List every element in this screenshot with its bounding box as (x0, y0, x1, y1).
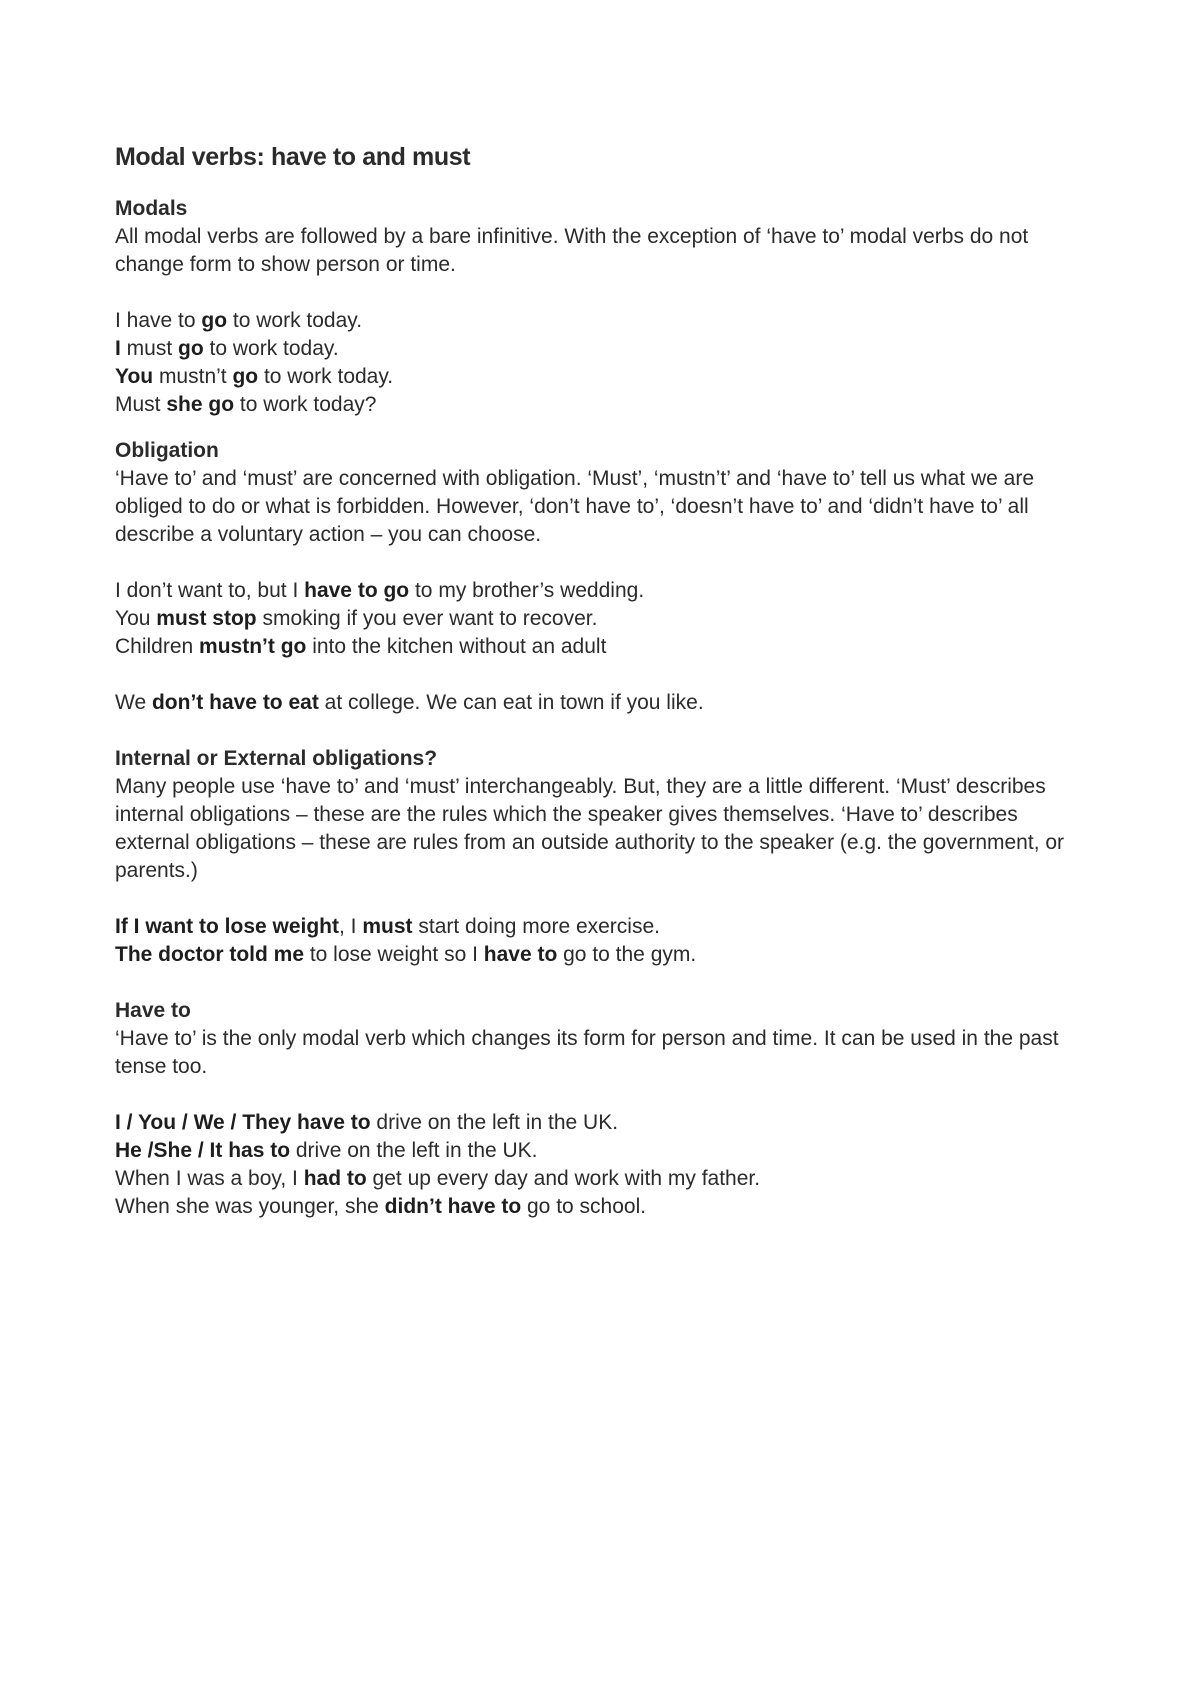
example-line: I have to go to work today. (115, 309, 363, 332)
example-line: You must stop smoking if you ever want to recover. (115, 607, 598, 630)
example-line: If I want to lose weight, I must start doing more exercise. (115, 915, 660, 938)
section-heading-obligation: Obligation (115, 439, 219, 462)
example-line: I don’t want to, but I have to go to my brother’s wedding. (115, 579, 645, 602)
section-body-obligation: ‘Have to’ and ‘must’ are concerned with obligation. ‘Must’, ‘mustn’t’ and ‘have to’ tell us what we are obliged to do or what is forbidden. However, ‘don’t have to’, ‘doesn’t have to’ and ‘didn’t have to’ all describe a voluntary action – you can choose. (115, 467, 1035, 546)
example-line: When I was a boy, I had to get up every day and work with my father. (115, 1167, 761, 1190)
example-line: When she was younger, she didn’t have to go to school. (115, 1195, 647, 1218)
document-title: Modal verbs: have to and must (115, 143, 471, 171)
example-line: You mustn’t go to work today. (115, 365, 394, 388)
example-line: Must she go to work today? (115, 393, 377, 416)
example-line: I / You / We / They have to drive on the left in the UK. (115, 1111, 619, 1134)
example-line: We don’t have to eat at college. We can eat in town if you like. (115, 691, 704, 714)
example-line: Children mustn’t go into the kitchen without an adult (115, 635, 607, 658)
section-heading-internal-external: Internal or External obligations? (115, 747, 438, 770)
section-heading-modals: Modals (115, 197, 188, 220)
example-line: He /She / It has to drive on the left in the UK. (115, 1139, 538, 1162)
section-body-modals: All modal verbs are followed by a bare infinitive. With the exception of ‘have to’ modal verbs do not change form to show person or time. (115, 225, 1029, 276)
section-body-internal-external: Many people use ‘have to’ and ‘must’ interchangeably. But, they are a little different. ‘Must’ describes internal obligations – these are the rules which the speaker gives themselves. ‘Have to’ describes external obligations – these are rules from an outside authority to the speaker (e.g. the government, or parents.) (115, 775, 1065, 882)
example-line: I must go to work today. (115, 337, 339, 360)
section-body-have-to: ‘Have to’ is the only modal verb which changes its form for person and time. It can be used in the past tense too. (115, 1027, 1059, 1078)
section-heading-have-to: Have to (115, 999, 191, 1022)
example-line: The doctor told me to lose weight so I have to go to the gym. (115, 943, 697, 966)
